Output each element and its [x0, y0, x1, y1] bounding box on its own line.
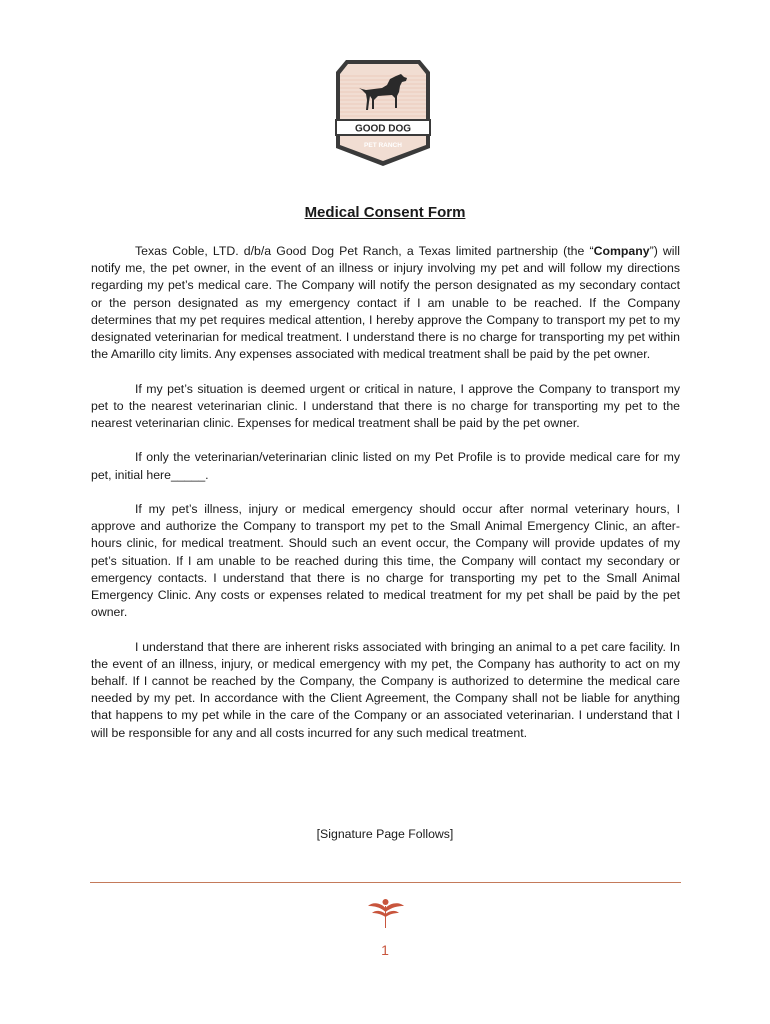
document-title: Medical Consent Form: [304, 204, 466, 221]
paragraph-4: If my pet’s illness, injury or medical emergency should occur after normal veterinary hours, I approve and authorize the Company to transport my pet to the Small Animal Emergency Clinic, an after-hours clinic, for medical treatment. Should such an event occur, the Company will provide updates of my pet’s situation. If I am unable to be reached during this time, the Company will contact my secondary or emergency contacts. I understand that there is no charge for transporting my pet to the Small Animal Emergency Clinic. Any costs or expenses related to medical treatment for my pet shall be paid by the pet owner.: [91, 502, 680, 620]
footer-divider: [90, 882, 681, 883]
paragraph-3: If only the veterinarian/veterinarian clinic listed on my Pet Profile is to provide medical care for my pet, initial here_____.: [91, 450, 680, 482]
page-number: 1: [381, 942, 389, 958]
paragraph-2: If my pet’s situation is deemed urgent or critical in nature, I approve the Company to transport my pet to the nearest veterinarian clinic. I understand that there is no charge for transporting my pet to the nearest veterinarian clinic. Expenses for medical treatment shall be paid by the pet owner.: [91, 381, 680, 431]
paragraph-1: Texas Coble, LTD. d/b/a Good Dog Pet Ranch, a Texas limited partnership (the “Company”) will notify me, the pet owner, in the event of an illness or injury involving my pet and will follow my directions regarding my pet’s medical care. The Company will notify the person designated as my secondary contact or the person designated as my emergency contact if I am unable to be reached. If the Company determines that my pet requires medical attention, I hereby approve the Company to transport my pet to my designated veterinarian for medical treatment. I understand there is no charge for transporting my pet within the Amarillo city limits. Any expenses associated with medical treatment shall be paid by the pet owner.: [91, 244, 680, 362]
good-dog-logo: [332, 56, 434, 168]
document-body: [91, 243, 680, 759]
logo-line1: GOOD DOG: [354, 123, 412, 135]
plant-ornament-icon: [366, 898, 406, 928]
signature-note: [Signature Page Follows]: [316, 827, 454, 841]
logo-line2: PET RANCH: [364, 142, 402, 149]
paragraph-5: I understand that there are inherent risks associated with bringing an animal to a pet care facility. In the event of an illness, injury, or medical emergency with my pet, the Company has authority to act on my behalf. If I cannot be reached by the Company, the Company is authorized to determine the medical care needed by my pet. In accordance with the Client Agreement, the Company shall not be liable for anything that happens to my pet while in the care of the Company or an associated veterinarian. I understand that I will be responsible for any and all costs incurred for any such medical treatment.: [91, 639, 680, 740]
company-term: Company: [593, 244, 650, 258]
